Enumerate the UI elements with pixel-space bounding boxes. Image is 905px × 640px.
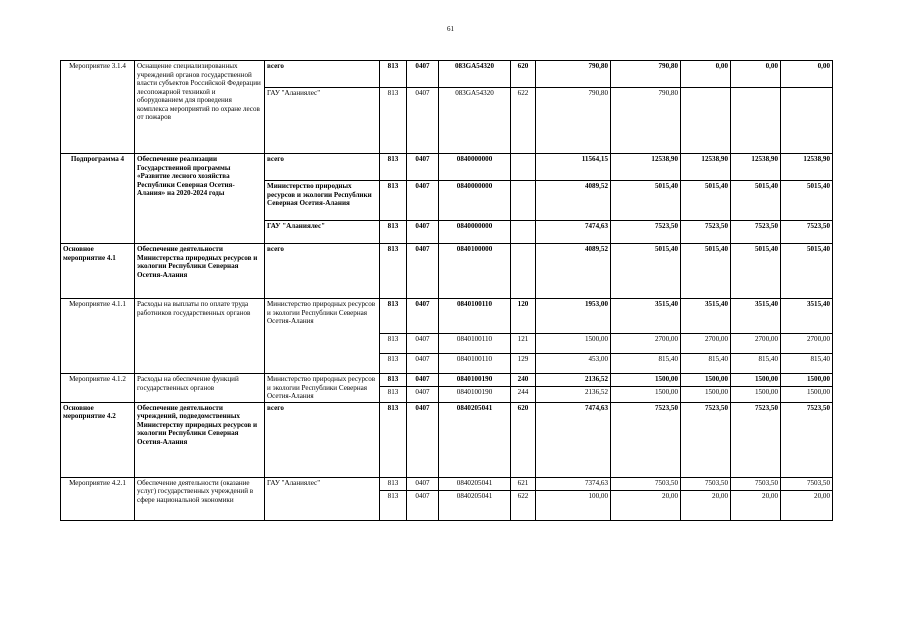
value-2023-cell [731, 88, 781, 154]
row-label-cell: Мероприятие 4.1.1 [61, 299, 135, 374]
description-cell: Обеспечение реализации Государственной программы «Развитие лесного хозяйства Республики Северная Осетия-Алания» на 2020-2024 годы [135, 154, 265, 244]
grbs-cell: 813 [380, 221, 407, 244]
value-2020-cell: 1500,00 [536, 334, 611, 354]
vr-cell [511, 181, 536, 221]
grbs-cell: 813 [380, 387, 407, 402]
vr-cell: 240 [511, 374, 536, 387]
value-2023-cell: 5015,40 [731, 244, 781, 299]
value-2022-cell: 5015,40 [681, 244, 731, 299]
value-2020-cell: 790,80 [536, 88, 611, 154]
value-2024-cell: 7523,50 [781, 402, 833, 477]
value-2023-cell: 7523,50 [731, 221, 781, 244]
table-row [61, 374, 833, 387]
vr-cell: 244 [511, 387, 536, 402]
value-2024-cell: 7523,50 [781, 221, 833, 244]
value-2023-cell: 1500,00 [731, 387, 781, 402]
csr-cell: 083GA54320 [439, 61, 511, 88]
rzpr-cell: 0407 [407, 61, 439, 88]
value-2020-cell: 1953,00 [536, 299, 611, 334]
executor-cell: всего [265, 61, 380, 88]
vr-cell: 120 [511, 299, 536, 334]
value-2023-cell: 5015,40 [731, 181, 781, 221]
rzpr-cell: 0407 [407, 374, 439, 387]
grbs-cell: 813 [380, 402, 407, 477]
description-cell: Расходы на обеспечение функций государственных органов [135, 374, 265, 403]
csr-cell: 0840100190 [439, 387, 511, 402]
value-2023-cell: 20,00 [731, 490, 781, 520]
value-2022-cell: 7503,50 [681, 477, 731, 490]
table-row [61, 61, 833, 88]
executor-cell: ГАУ "Аланиялес" [265, 221, 380, 244]
value-2023-cell: 7503,50 [731, 477, 781, 490]
grbs-cell: 813 [380, 490, 407, 520]
value-2021-cell: 5015,40 [611, 181, 681, 221]
grbs-cell: 813 [380, 334, 407, 354]
value-2022-cell [681, 88, 731, 154]
value-2022-cell: 5015,40 [681, 181, 731, 221]
executor-cell: Министерство природных ресурсов и экологии Республики Северная Осетия-Алания [265, 374, 380, 403]
value-2022-cell: 12538,90 [681, 154, 731, 181]
value-2022-cell: 20,00 [681, 490, 731, 520]
value-2021-cell: 7523,50 [611, 221, 681, 244]
page-number: 61 [447, 25, 454, 33]
rzpr-cell: 0407 [407, 154, 439, 181]
rzpr-cell: 0407 [407, 88, 439, 154]
rzpr-cell: 0407 [407, 299, 439, 334]
csr-cell: 0840000000 [439, 221, 511, 244]
value-2020-cell: 790,80 [536, 61, 611, 88]
value-2023-cell: 2700,00 [731, 334, 781, 354]
value-2022-cell: 1500,00 [681, 374, 731, 387]
csr-cell: 0840000000 [439, 154, 511, 181]
value-2022-cell: 815,40 [681, 354, 731, 374]
grbs-cell: 813 [380, 374, 407, 387]
csr-cell: 083GA54320 [439, 88, 511, 154]
grbs-cell: 813 [380, 354, 407, 374]
grbs-cell: 813 [380, 299, 407, 334]
executor-cell: Министерство природных ресурсов и экологии Республики Северная Осетия-Алания [265, 181, 380, 221]
value-2024-cell: 1500,00 [781, 387, 833, 402]
executor-cell: Министерство природных ресурсов и экологии Республики Северная Осетия-Алания [265, 299, 380, 374]
rzpr-cell: 0407 [407, 221, 439, 244]
value-2021-cell: 7523,50 [611, 402, 681, 477]
rzpr-cell: 0407 [407, 244, 439, 299]
value-2023-cell: 7523,50 [731, 402, 781, 477]
value-2021-cell: 815,40 [611, 354, 681, 374]
value-2024-cell: 0,00 [781, 61, 833, 88]
csr-cell: 0840100110 [439, 334, 511, 354]
executor-cell: ГАУ "Аланиялес" [265, 88, 380, 154]
value-2020-cell: 7474,63 [536, 221, 611, 244]
rzpr-cell: 0407 [407, 477, 439, 490]
row-label-cell: Основное мероприятие 4.2 [61, 402, 135, 477]
value-2024-cell: 7503,50 [781, 477, 833, 490]
csr-cell: 0840100110 [439, 354, 511, 374]
value-2021-cell: 2700,00 [611, 334, 681, 354]
description-cell: Обеспечение деятельности Министерства природных ресурсов и экологии Республики Северная Осетия-Алания [135, 244, 265, 299]
value-2021-cell: 7503,50 [611, 477, 681, 490]
table-row [61, 299, 833, 334]
value-2021-cell: 20,00 [611, 490, 681, 520]
csr-cell: 0840100190 [439, 374, 511, 387]
value-2023-cell: 12538,90 [731, 154, 781, 181]
csr-cell: 0840100000 [439, 244, 511, 299]
value-2022-cell: 1500,00 [681, 387, 731, 402]
value-2021-cell: 790,80 [611, 61, 681, 88]
executor-cell: ГАУ "Аланиялес" [265, 477, 380, 520]
vr-cell: 621 [511, 477, 536, 490]
value-2021-cell: 790,80 [611, 88, 681, 154]
value-2022-cell: 2700,00 [681, 334, 731, 354]
vr-cell: 622 [511, 88, 536, 154]
rzpr-cell: 0407 [407, 181, 439, 221]
vr-cell: 129 [511, 354, 536, 374]
executor-cell: всего [265, 402, 380, 477]
vr-cell: 622 [511, 490, 536, 520]
grbs-cell: 813 [380, 88, 407, 154]
value-2020-cell: 100,00 [536, 490, 611, 520]
value-2020-cell: 4089,52 [536, 181, 611, 221]
table-row [61, 402, 833, 477]
row-label-cell: Мероприятие 4.1.2 [61, 374, 135, 403]
table-row [61, 154, 833, 181]
value-2024-cell: 815,40 [781, 354, 833, 374]
value-2022-cell: 7523,50 [681, 221, 731, 244]
value-2021-cell: 3515,40 [611, 299, 681, 334]
description-cell: Обеспечение деятельности учреждений, подведомственных Министерству природных ресурсов и экологии Республики Северная Осетия-Алания [135, 402, 265, 477]
vr-cell: 121 [511, 334, 536, 354]
value-2021-cell: 12538,90 [611, 154, 681, 181]
csr-cell: 0840205041 [439, 490, 511, 520]
rzpr-cell: 0407 [407, 490, 439, 520]
csr-cell: 0840000000 [439, 181, 511, 221]
value-2023-cell: 1500,00 [731, 374, 781, 387]
value-2024-cell: 5015,40 [781, 181, 833, 221]
value-2024-cell [781, 88, 833, 154]
value-2024-cell: 5015,40 [781, 244, 833, 299]
rzpr-cell: 0407 [407, 402, 439, 477]
row-label-cell: Мероприятие 3.1.4 [61, 61, 135, 154]
value-2020-cell: 11564,15 [536, 154, 611, 181]
csr-cell: 0840205041 [439, 402, 511, 477]
value-2021-cell: 1500,00 [611, 387, 681, 402]
grbs-cell: 813 [380, 61, 407, 88]
description-cell: Оснащение специализированных учреждений органов государственной власти субъектов Российской Федерации лесопожарной техникой и оборудованием для проведения комплекса мероприятий по охране лесов от пожаров [135, 61, 265, 154]
grbs-cell: 813 [380, 477, 407, 490]
row-label-cell: Основное мероприятие 4.1 [61, 244, 135, 299]
grbs-cell: 813 [380, 154, 407, 181]
description-cell: Расходы на выплаты по оплате труда работников государственных органов [135, 299, 265, 374]
value-2022-cell: 7523,50 [681, 402, 731, 477]
vr-cell [511, 154, 536, 181]
value-2020-cell: 2136,52 [536, 387, 611, 402]
value-2020-cell: 7374,63 [536, 477, 611, 490]
value-2024-cell: 20,00 [781, 490, 833, 520]
value-2020-cell: 2136,52 [536, 374, 611, 387]
executor-cell: всего [265, 244, 380, 299]
grbs-cell: 813 [380, 244, 407, 299]
description-cell: Обеспечение деятельности (оказание услуг) государственных учреждений в сфере национальной экономики [135, 477, 265, 520]
table-row [61, 477, 833, 490]
value-2020-cell: 7474,63 [536, 402, 611, 477]
value-2023-cell: 0,00 [731, 61, 781, 88]
rzpr-cell: 0407 [407, 387, 439, 402]
value-2021-cell: 5015,40 [611, 244, 681, 299]
value-2024-cell: 12538,90 [781, 154, 833, 181]
csr-cell: 0840205041 [439, 477, 511, 490]
csr-cell: 0840100110 [439, 299, 511, 334]
table-row [61, 244, 833, 299]
vr-cell [511, 221, 536, 244]
value-2024-cell: 3515,40 [781, 299, 833, 334]
value-2023-cell: 815,40 [731, 354, 781, 374]
value-2022-cell: 3515,40 [681, 299, 731, 334]
row-label-cell: Мероприятие 4.2.1 [61, 477, 135, 520]
rzpr-cell: 0407 [407, 334, 439, 354]
budget-table [60, 60, 833, 521]
value-2021-cell: 1500,00 [611, 374, 681, 387]
value-2020-cell: 453,00 [536, 354, 611, 374]
grbs-cell: 813 [380, 181, 407, 221]
vr-cell: 620 [511, 61, 536, 88]
executor-cell: всего [265, 154, 380, 181]
rzpr-cell: 0407 [407, 354, 439, 374]
value-2023-cell: 3515,40 [731, 299, 781, 334]
vr-cell: 620 [511, 402, 536, 477]
value-2020-cell: 4089,52 [536, 244, 611, 299]
row-label-cell: Подпрограмма 4 [61, 154, 135, 244]
vr-cell [511, 244, 536, 299]
value-2024-cell: 1500,00 [781, 374, 833, 387]
value-2022-cell: 0,00 [681, 61, 731, 88]
value-2024-cell: 2700,00 [781, 334, 833, 354]
